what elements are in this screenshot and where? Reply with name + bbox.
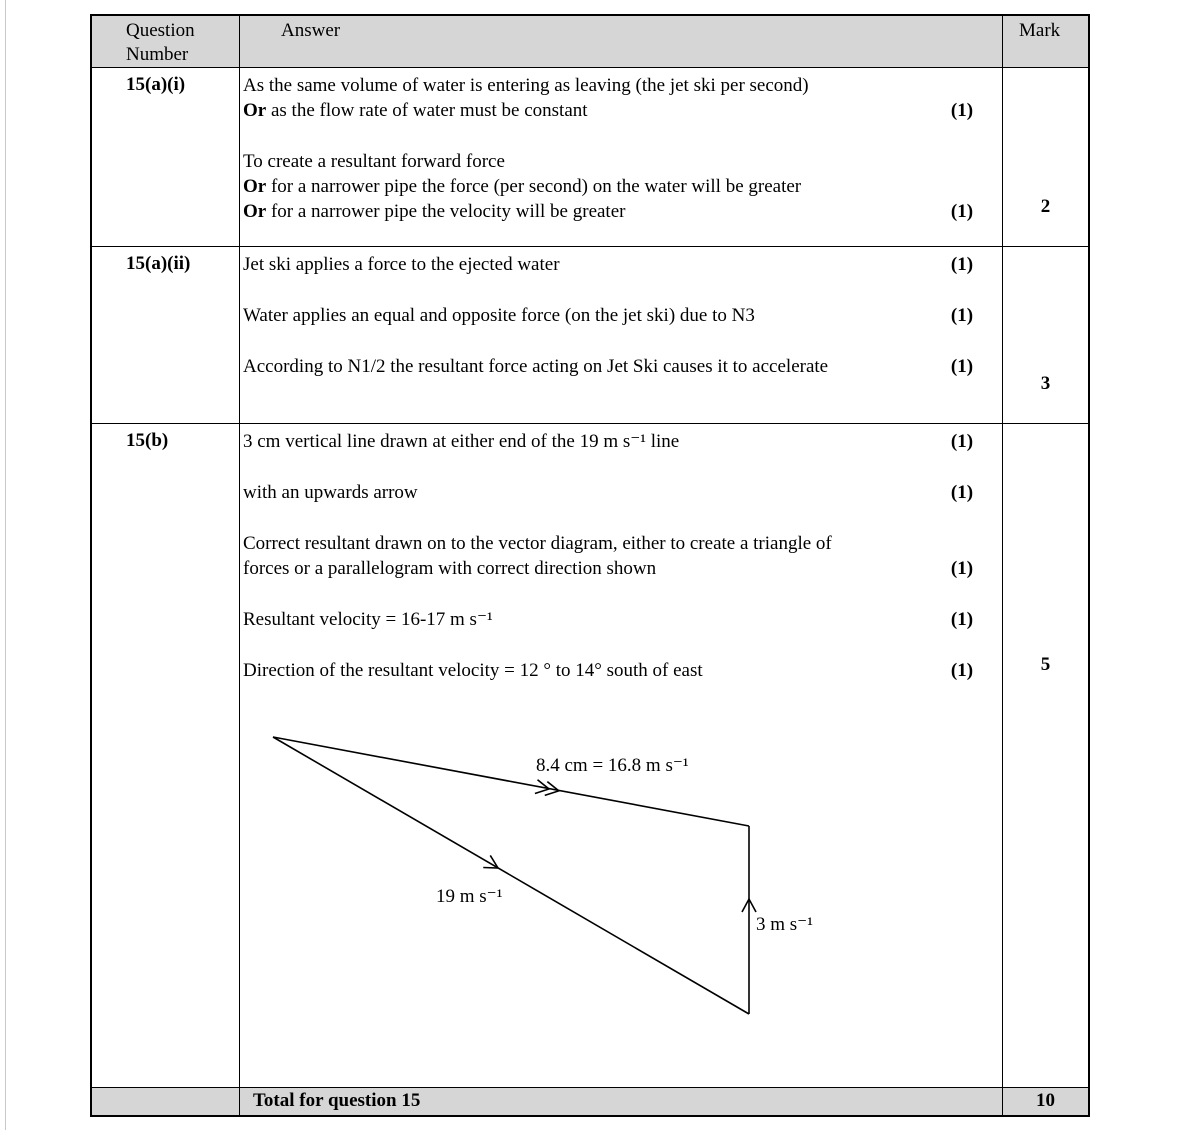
mark-total-value: 3 [1040, 373, 1051, 394]
answer-cell-15aii [240, 247, 1003, 424]
answer-text-span: with an upwards arrow [243, 482, 418, 503]
header-mark: Mark [1003, 16, 1088, 68]
vector-19-line [273, 737, 749, 1014]
blank-line [243, 277, 1002, 303]
mark-point: (1) [950, 660, 974, 681]
question-number-15b: 15(b) [92, 424, 240, 1088]
mark-point: (1) [950, 482, 974, 503]
question-number-15aii: 15(a)(ii) [92, 247, 240, 424]
answer-line [243, 607, 1002, 632]
answer-cell-15b [240, 424, 1003, 1088]
or-prefix: Or [243, 176, 267, 197]
answer-cell-15ai [240, 68, 1003, 247]
mark-total-15ai [1003, 68, 1088, 247]
mark-point: (1) [950, 431, 974, 452]
mark-total-15b [1003, 424, 1088, 1088]
vector-3-label: 3 m s⁻¹ [756, 914, 813, 935]
answer-text [243, 149, 922, 174]
answer-text-span: Direction of the resultant velocity = 12 ° to 14° south of east [243, 660, 703, 681]
resultant-label: 8.4 cm = 16.8 m s⁻¹ [536, 755, 689, 776]
blank-line [243, 632, 1002, 658]
answer-text-span: as the flow rate of water must be constant [266, 100, 588, 121]
answer-text [243, 531, 922, 581]
answer-line [243, 303, 1002, 328]
mark-total-value: 2 [1040, 196, 1051, 217]
answer-line [243, 73, 1002, 98]
vector-diagram-svg [243, 711, 983, 1023]
blank-line [243, 505, 1002, 531]
answer-line [243, 531, 1002, 581]
footer-question-cell [92, 1088, 240, 1115]
mark-point [922, 149, 1002, 174]
or-prefix: Or [243, 201, 267, 222]
answer-text [243, 429, 922, 454]
answer-line [243, 174, 1002, 199]
mark-point: (1) [950, 356, 974, 377]
vector-19-label: 19 m s⁻¹ [436, 886, 503, 907]
mark-point [922, 73, 1002, 98]
answer-line [243, 149, 1002, 174]
mark-total-15aii [1003, 247, 1088, 424]
mark-scheme-page [90, 14, 1090, 1117]
mark-point: (1) [950, 305, 974, 326]
answer-line [243, 98, 1002, 123]
blank-line [243, 123, 1002, 149]
answer-text-span: for a narrower pipe the force (per second) on the water will be greater [266, 176, 802, 197]
mark-point: (1) [950, 100, 974, 121]
answer-text-span: Correct resultant drawn on to the vector diagram, either to create a triangle of forces or a parallelogram with correct direction shown [243, 533, 832, 579]
answer-text-span: 3 cm vertical line drawn at either end of the 19 m s⁻¹ line [243, 431, 680, 452]
answer-text-span: Jet ski applies a force to the ejected water [243, 254, 560, 275]
answer-line [243, 480, 1002, 505]
mark-point: (1) [950, 254, 974, 275]
blank-line [243, 454, 1002, 480]
answer-line [243, 354, 1002, 379]
answer-text [243, 73, 922, 98]
blank-line [243, 328, 1002, 354]
resultant-vector-line [273, 737, 749, 826]
answer-text-span: According to N1/2 the resultant force acting on Jet Ski causes it to accelerate [243, 356, 829, 377]
answer-text-span: Resultant velocity = 16-17 m s⁻¹ [243, 609, 493, 630]
answer-text [243, 199, 922, 224]
mark-point: (1) [950, 558, 974, 579]
question-number-15ai: 15(a)(i) [92, 68, 240, 247]
answer-text [243, 354, 922, 379]
answer-line [243, 252, 1002, 277]
blank-line [243, 581, 1002, 607]
answer-line [243, 429, 1002, 454]
answer-text-span: To create a resultant forward force [243, 151, 505, 172]
mark-scheme-table [90, 14, 1090, 1117]
answer-text [243, 303, 922, 328]
vector-diagram [243, 711, 1002, 1030]
answer-line [243, 658, 1002, 683]
mark-total-value: 5 [1040, 654, 1051, 675]
or-prefix: Or [243, 100, 267, 121]
answer-text-span: for a narrower pipe the velocity will be greater [266, 201, 626, 222]
answer-text [243, 98, 922, 123]
resultant-double-arrowhead [535, 780, 560, 798]
answer-text-span: As the same volume of water is entering as leaving (the jet ski per second) [243, 75, 809, 96]
footer-total-mark: 10 [1003, 1088, 1088, 1115]
answer-text [243, 174, 922, 199]
footer-total-label: Total for question 15 [240, 1088, 1003, 1115]
answer-text [243, 658, 922, 683]
mark-point: (1) [950, 609, 974, 630]
mark-point: (1) [950, 201, 974, 222]
header-question-number: Question Number [92, 16, 240, 68]
answer-line [243, 199, 1002, 224]
mark-point [922, 174, 1002, 199]
answer-text-span: Water applies an equal and opposite force (on the jet ski) due to N3 [243, 305, 755, 326]
answer-text [243, 480, 922, 505]
answer-text [243, 607, 922, 632]
scan-edge-line [5, 0, 6, 1130]
answer-text [243, 252, 922, 277]
header-answer: Answer [240, 16, 1003, 68]
